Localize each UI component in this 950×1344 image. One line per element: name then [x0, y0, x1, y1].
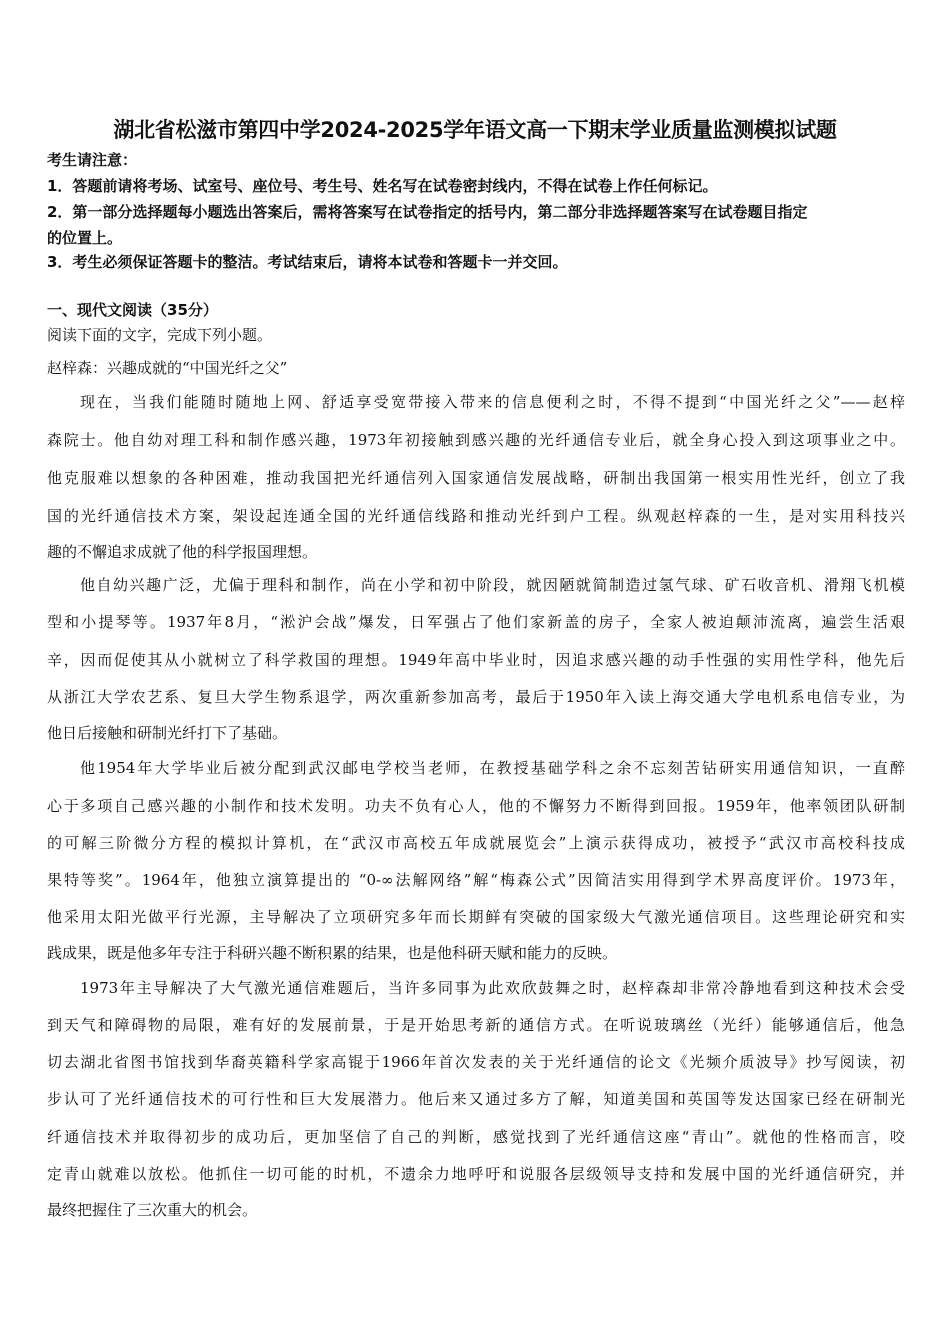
paragraph-line: 森院士。他自幼对理工科和制作感兴趣，1973年初接触到感兴趣的光纤通信专业后，就全身心投入到这项事业之中。 [47, 431, 905, 449]
paragraph-line: 步认可了光纤通信技术的可行性和巨大发展潜力。他后来又通过多方了解，知道美国和英国等发达国家已经在研制光 [47, 1090, 905, 1108]
paragraph-line: 他自幼兴趣广泛，尤偏于理科和制作，尚在小学和初中阶段，就因陋就简制造过氢气球、矿石收音机、滑翔飞机模 [80, 576, 905, 594]
paragraph-line: 心于多项自己感兴趣的小制作和技术发明。功夫不负有心人，他的不懈努力不断得到回报。1959年，他率领团队研制 [47, 797, 905, 815]
paragraph-line: 他日后接触和研制光纤打下了基础。 [47, 724, 288, 742]
paragraph-line: 的可解三阶微分方程的模拟计算机，在“武汉市高校五年成就展览会”上演示获得成功，被授予“武汉市高校科技成 [47, 834, 905, 852]
notice-item: 2．第一部分选择题每小题选出答案后，需将答案写在试卷指定的括号内，第二部分非选择题答案写在试卷题目指定 [47, 203, 808, 221]
section-heading: 一、现代文阅读（35分） [47, 301, 218, 319]
paragraph-line: 他1954年大学毕业后被分配到武汉邮电学校当老师，在教授基础学科之余不忘刻苦钻研实用通信知识，一直醉 [80, 759, 905, 777]
paragraph-line: 1973年主导解决了大气激光通信难题后，当许多同事为此欢欣鼓舞之时，赵梓森却非常冷静地看到这种技术会受 [80, 979, 905, 997]
paragraph-line: 现在，当我们能随时随地上网、舒适享受宽带接入带来的信息便利之时，不得不提到“中国光纤之父”——赵梓 [80, 393, 905, 411]
paragraph-line: 定青山就难以放松。他抓住一切可能的时机，不遗余力地呼吁和说服各层级领导支持和发展中国的光纤通信研究，并 [47, 1165, 905, 1183]
paragraph-line: 纤通信技术并取得初步的成功后，更加坚信了自己的判断，感觉找到了光纤通信这座“青山”。就他的性格而言，咬 [47, 1128, 905, 1146]
section-instruction: 阅读下面的文字，完成下列小题。 [47, 326, 273, 344]
paragraph-line: 型和小提琴等。1937年8月，“淞沪会战”爆发，日军强占了他们家新盖的房子，全家人被迫颠沛流离，遍尝生活艰 [47, 613, 905, 631]
notice-item: 的位置上。 [47, 229, 123, 247]
paragraph-line: 从浙江大学农艺系、复旦大学生物系退学，两次重新参加高考，最后于1950年入读上海交通大学电机系电信专业，为 [47, 688, 905, 706]
paragraph-line: 最终把握住了三次重大的机会。 [47, 1201, 258, 1219]
notice-heading: 考生请注意： [47, 151, 138, 169]
paragraph-line: 趣的不懈追求成就了他的科学报国理想。 [47, 543, 318, 561]
paragraph-line: 他采用太阳光做平行光源，主导解决了立项研究多年而长期鲜有突破的国家级大气激光通信项目。这些理论研究和实 [47, 908, 905, 926]
paragraph-line: 切去湖北省图书馆找到华裔英籍科学家高锟于1966年首次发表的关于光纤通信的论文《光频介质波导》抄写阅读，初 [47, 1053, 905, 1071]
paragraph-line: 他克服难以想象的各种困难，推动我国把光纤通信列入国家通信发展战略，研制出我国第一根实用性光纤，创立了我 [47, 469, 905, 487]
paragraph-line: 践成果，既是他多年专注于科研兴趣不断积累的结果，也是他科研天赋和能力的反映。 [47, 944, 618, 962]
paragraph-line: 果特等奖”。1964年，他独立演算提出的 “0-∞法解网络”解“梅森公式”因简洁实用得到学术界高度评价。1973年， [47, 871, 905, 889]
paragraph-line: 国的光纤通信技术方案，架设起连通全国的光纤通信线路和推动光纤到户工程。纵观赵梓森的一生，是对实用科技兴 [47, 507, 905, 525]
notice-item: 3．考生必须保证答题卡的整洁。考试结束后，请将本试卷和答题卡一并交回。 [47, 253, 568, 271]
paragraph-line: 到天气和障碍物的局限，难有好的发展前景，于是开始思考新的通信方式。在听说玻璃丝（光纤）能够通信后，他急 [47, 1016, 905, 1034]
exam-title: 湖北省松滋市第四中学2024-2025学年语文高一下期末学业质量监测模拟试题 [113, 118, 837, 142]
paragraph-line: 辛，因而促使其从小就树立了科学救国的理想。1949年高中毕业时，因追求感兴趣的动手性强的实用性学科，他先后 [47, 651, 905, 669]
article-title: 赵梓森：兴趣成就的“中国光纤之父” [47, 359, 288, 377]
notice-item: 1．答题前请将考场、试室号、座位号、考生号、姓名写在试卷密封线内，不得在试卷上作任何标记。 [47, 177, 718, 195]
